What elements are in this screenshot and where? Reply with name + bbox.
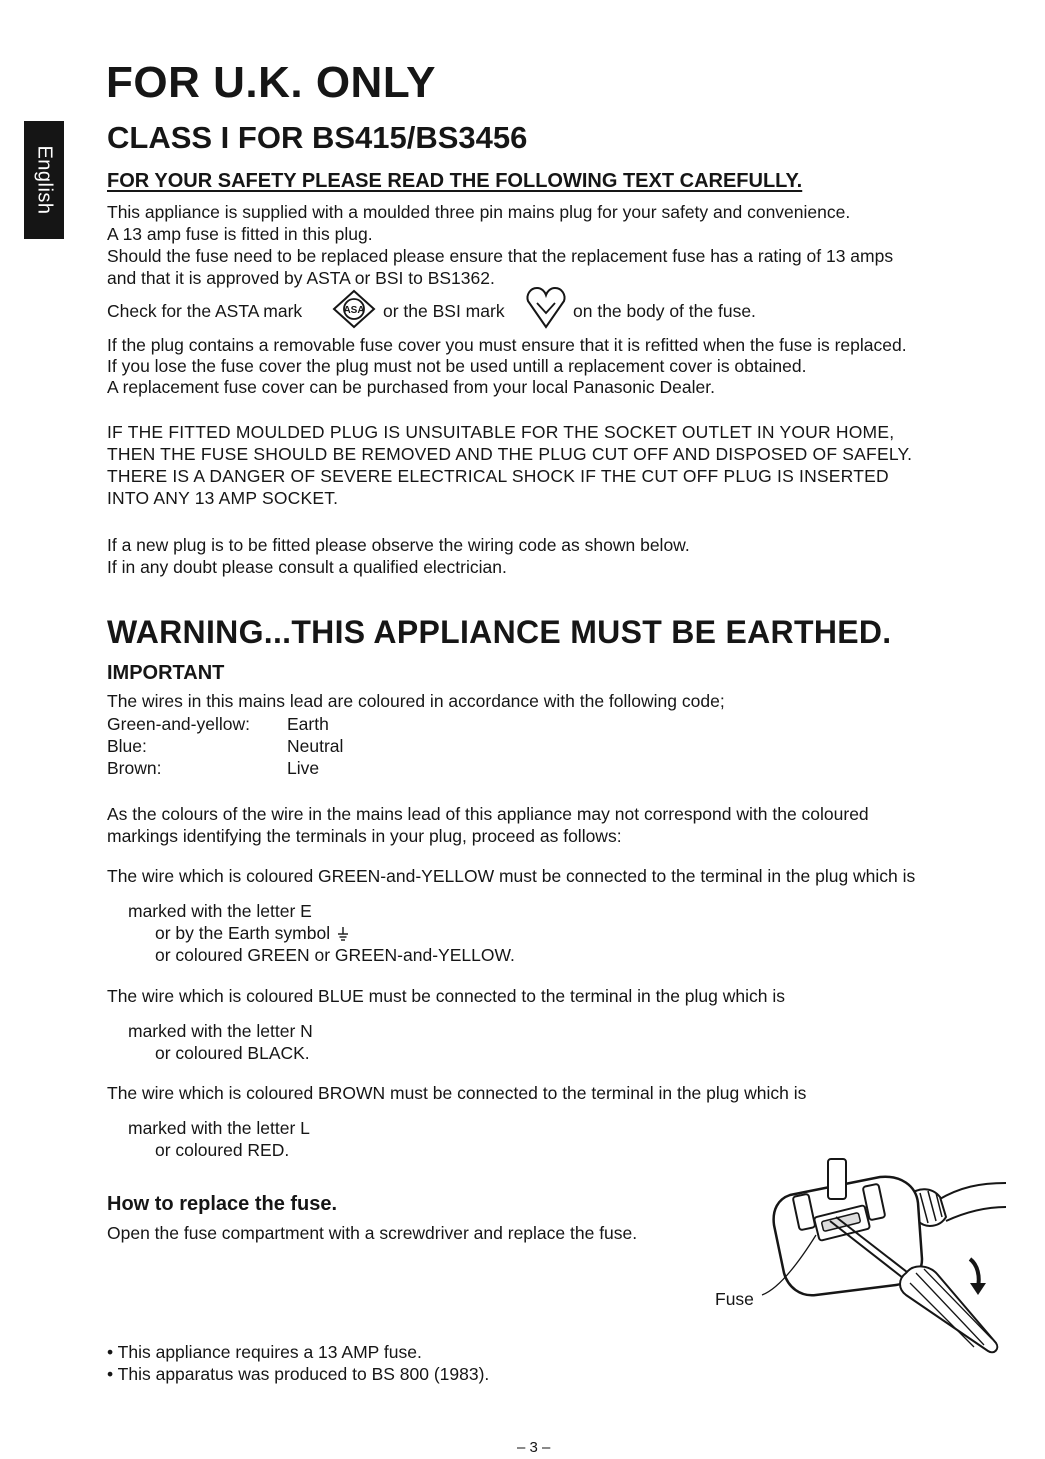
cover-line: A replacement fuse cover can be purchased from your local Panasonic Dealer. [107, 377, 715, 397]
wire-code-label: Blue: [107, 736, 147, 756]
wire-code-value: Earth [287, 714, 329, 734]
intro-line: and that it is approved by ASTA or BSI to BS1362. [107, 268, 495, 288]
caps-warning-line: THEN THE FUSE SHOULD BE REMOVED AND THE PLUG CUT OFF AND DISPOSED OF SAFELY. [107, 444, 913, 464]
brown-wire-intro: The wire which is coloured BROWN must be connected to the terminal in the plug which is [107, 1083, 807, 1103]
brown-wire-line: marked with the letter L [128, 1118, 310, 1138]
warning-heading: WARNING...THIS APPLIANCE MUST BE EARTHED. [107, 614, 892, 650]
safety-heading: FOR YOUR SAFETY PLEASE READ THE FOLLOWING TEXT CAREFULLY. [107, 170, 803, 192]
blue-wire-line: or coloured BLACK. [155, 1043, 310, 1063]
wire-code-value: Live [287, 758, 320, 778]
wire-code-row [107, 713, 329, 735]
asta-mark-icon [332, 289, 376, 329]
green-wire-symbol-text: or by the Earth symbol [155, 923, 331, 943]
green-wire-line [155, 922, 349, 944]
brown-wire-line: or coloured RED. [155, 1140, 290, 1160]
wire-code-row [107, 735, 343, 757]
caps-warning-line: INTO ANY 13 AMP SOCKET. [107, 488, 339, 508]
plug-illustration [760, 1155, 1010, 1355]
new-plug-line: If in any doubt please consult a qualified electrician. [107, 557, 507, 577]
caps-warning-line: IF THE FITTED MOULDED PLUG IS UNSUITABLE FOR THE SOCKET OUTLET IN YOUR HOME, [107, 422, 895, 442]
fuse-text: Open the fuse compartment with a screwdriver and replace the fuse. [107, 1223, 638, 1243]
check-text-1: Check for the ASTA mark [107, 301, 303, 321]
colours-note-line: markings identifying the terminals in your plug, proceed as follows: [107, 826, 622, 846]
blue-wire-line: marked with the letter N [128, 1021, 313, 1041]
intro-line: Should the fuse need to be replaced please ensure that the replacement fuse has a rating of 13 amps [107, 246, 894, 266]
check-text-3: on the body of the fuse. [573, 301, 756, 321]
wires-intro: The wires in this mains lead are coloured in accordance with the following code; [107, 691, 725, 711]
cover-line: If you lose the fuse cover the plug must not be used untill a replacement cover is obtained. [107, 356, 807, 376]
new-plug-line: If a new plug is to be fitted please observe the wiring code as shown below. [107, 535, 690, 555]
page-title: FOR U.K. ONLY [106, 58, 437, 107]
intro-line: This appliance is supplied with a moulded three pin mains plug for your safety and convenience. [107, 202, 851, 222]
bullet-item: • This apparatus was produced to BS 800 (1983). [107, 1364, 490, 1384]
intro-line: A 13 amp fuse is fitted in this plug. [107, 224, 373, 244]
green-wire-intro: The wire which is coloured GREEN-and-YELLOW must be connected to the terminal in the plug which is [107, 866, 916, 886]
green-wire-line: or coloured GREEN or GREEN-and-YELLOW. [155, 945, 515, 965]
earth-symbol-icon [337, 926, 349, 942]
fuse-label: Fuse [715, 1289, 754, 1309]
caps-warning-line: THERE IS A DANGER OF SEVERE ELECTRICAL SHOCK IF THE CUT OFF PLUG IS INSERTED [107, 466, 889, 486]
class-heading: CLASS I FOR BS415/BS3456 [107, 120, 528, 155]
green-wire-line: marked with the letter E [128, 901, 312, 921]
asta-mark-text: ASA [343, 305, 365, 316]
page-number: – 3 – [517, 1439, 551, 1456]
cover-line: If the plug contains a removable fuse cover you must ensure that it is refitted when the fuse is replaced. [107, 335, 907, 355]
colours-note-line: As the colours of the wire in the mains lead of this appliance may not correspond with the coloured [107, 804, 869, 824]
wire-code-label: Brown: [107, 758, 162, 778]
language-tab-label: English [33, 145, 56, 215]
wire-code-label: Green-and-yellow: [107, 714, 250, 734]
wire-code-value: Neutral [287, 736, 344, 756]
blue-wire-intro: The wire which is coloured BLUE must be connected to the terminal in the plug which is [107, 986, 785, 1006]
important-heading: IMPORTANT [107, 662, 225, 684]
wire-code-row [107, 757, 319, 779]
bullet-item: • This appliance requires a 13 AMP fuse. [107, 1342, 422, 1362]
fuse-heading: How to replace the fuse. [107, 1193, 338, 1215]
check-text-2: or the BSI mark [383, 301, 505, 321]
language-tab [24, 121, 64, 239]
bsi-kitemark-icon [524, 283, 568, 329]
